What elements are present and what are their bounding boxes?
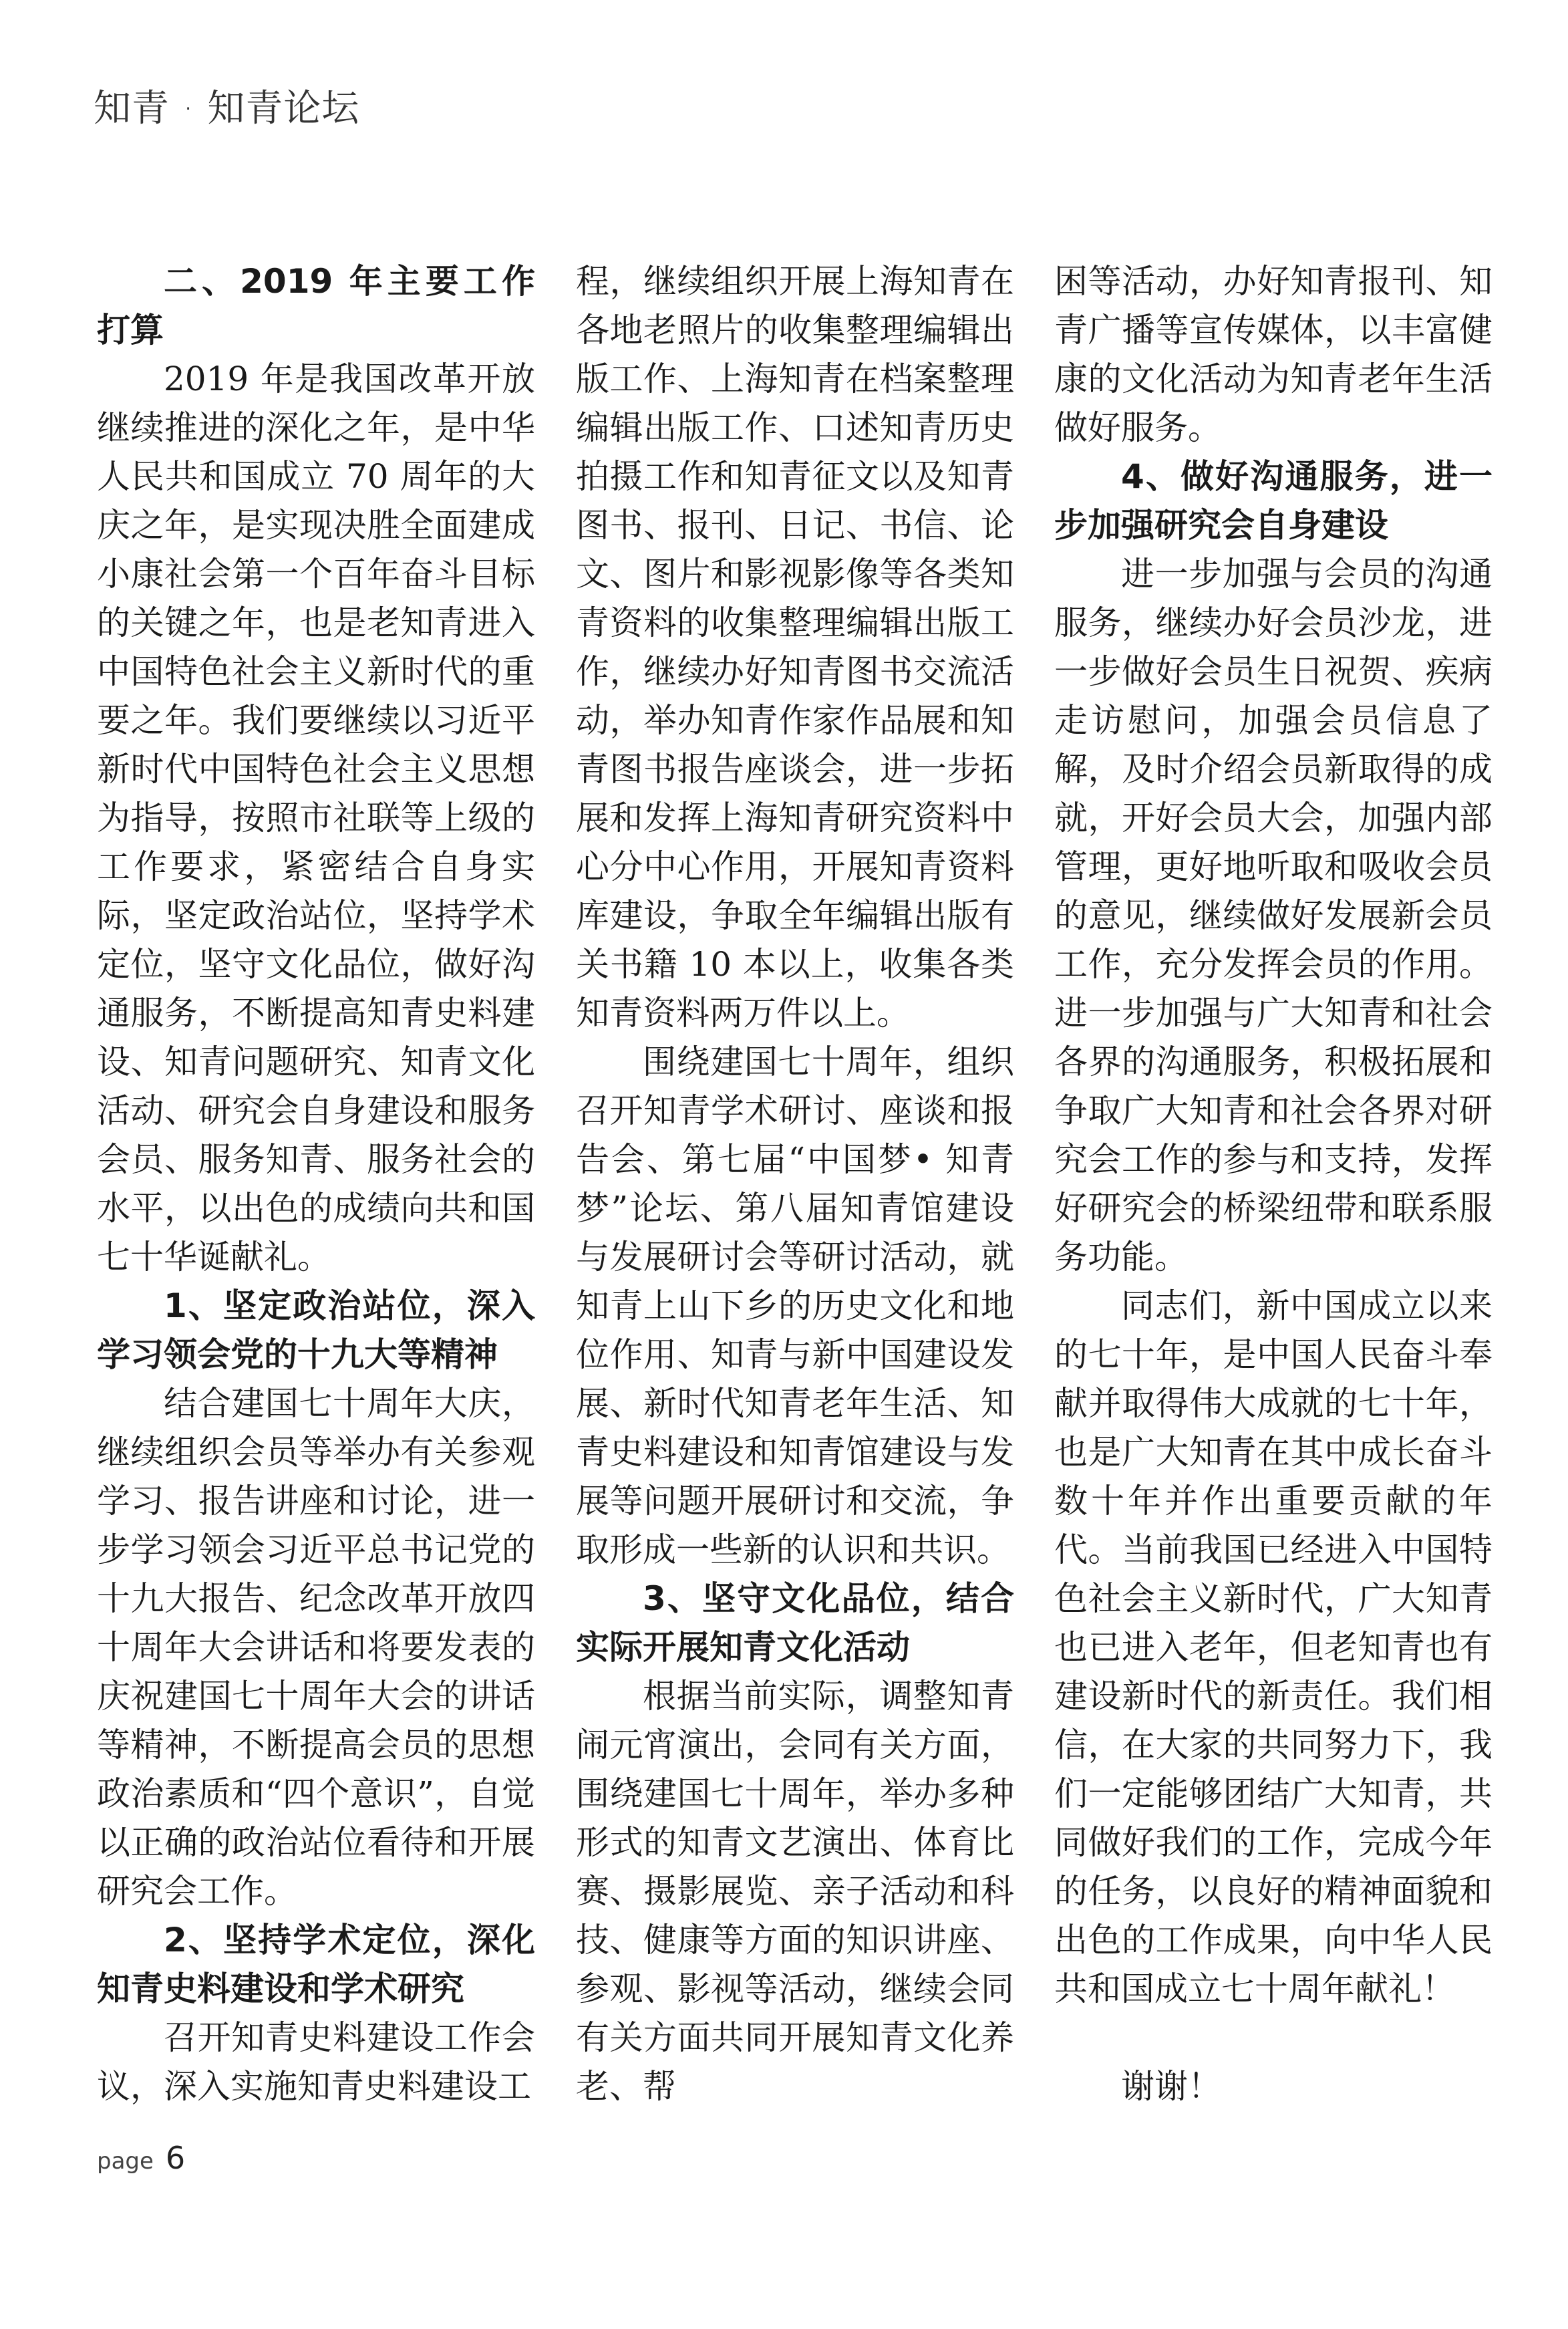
paragraph: 困等活动，办好知青报刊、知青广播等宣传媒体，以丰富健康的文化活动为知青老年生活做好服务。 <box>1054 262 1493 447</box>
page-footer <box>97 2138 185 2185</box>
paragraph: 同志们，新中国成立以来的七十年，是中国人民奋斗奉献并取得伟大成就的七十年，也是广大知青在其中成长奋斗数十年并作出重要贡献的年代。当前我国已经进入中国特色社会主义新时代，广大知青也已进入老年，但老知青也有建设新时代的新责任。我们相信，在大家的共同努力下，我们一定能够团结广大知青，共同做好我们的工作，完成今年的任务，以良好的精神面貌和出色的工作成果，向中华人民共和国成立七十周年献礼！ <box>1054 1286 1493 2008</box>
paragraph: 围绕建国七十周年，组织召开知青学术研讨、座谈和报告会、第七届“中国梦• 知青梦”论坛、第八届知青馆建设与发展研讨会等研讨活动，就知青上山下乡的历史文化和地位作用、知青与新中国建设发展、新时代知青老年生活、知青史料建设和知青馆建设与发展等问题开展研讨和交流，争取形成一些新的认识和共识。 <box>576 1043 1014 1569</box>
blank-line <box>1054 2014 1493 2062</box>
paragraph: 召开知青史料建设工作会议，深入实施知青史料建设工 <box>97 2018 535 2106</box>
section-heading: 二、2019 年主要工作打算 <box>97 262 535 350</box>
section-heading: 2、坚持学术定位，深化知青史料建设和学术研究 <box>97 1921 535 2008</box>
paragraph: 2019 年是我国改革开放继续推进的深化之年，是中华人民共和国成立 70 周年的大庆之年，是实现决胜全面建成小康社会第一个百年奋斗目标的关键之年，也是老知青进入中国特色社会主义新时代的重要之年。我们要继续以习近平新时代中国特色社会主义思想为指导，按照市社联等上级的工作要求，紧密结合自身实际，坚定政治站位，坚持学术定位，坚守文化品位，做好沟通服务，不断提高知青史料建设、知青问题研究、知青文化活动、研究会自身建设和服务会员、服务知青、服务社会的水平，以出色的成绩向共和国七十华诞献礼。 <box>97 360 535 1276</box>
page-number: 6 <box>165 2140 186 2176</box>
paragraph: 根据当前实际，调整知青闹元宵演出，会同有关方面，围绕建国七十周年，举办多种形式的知青文艺演出、体育比赛、摄影展览、亲子活动和科技、健康等方面的知识讲座、参观、影视等活动，继续会同有关方面共同开展知青文化养老、帮 <box>576 1677 1014 2106</box>
page-label: page <box>97 2148 154 2175</box>
paragraph: 进一步加强与会员的沟通服务，继续办好会员沙龙，进一步做好会员生日祝贺、疾病走访慰问，加强会员信息了解，及时介绍会员新取得的成就，开好会员大会，加强内部管理，更好地听取和吸收会员的意见，继续做好发展新会员工作，充分发挥会员的作用。进一步加强与广大知青和社会各界的沟通服务，积极拓展和争取广大知青和社会各界对研究会工作的参与和支持，发挥好研究会的桥梁纽带和联系服务功能。 <box>1054 555 1493 1276</box>
column-2 <box>576 257 1014 2111</box>
section-heading: 3、坚守文化品位，结合实际开展知青文化活动 <box>576 1579 1014 1667</box>
section-heading: 1、坚定政治站位，深入学习领会党的十九大等精神 <box>97 1286 535 1374</box>
paragraph: 谢谢！ <box>1121 2067 1221 2106</box>
paragraph: 结合建国七十周年大庆，继续组织会员等举办有关参观学习、报告讲座和讨论，进一步学习领会习近平总书记党的十九大报告、纪念改革开放四十周年大会讲话和将要发表的庆祝建国七十周年大会的讲话等精神，不断提高会员的思想政治素质和“四个意识”，自觉以正确的政治站位看待和开展研究会工作。 <box>97 1384 535 1911</box>
column-3 <box>1054 257 1493 2111</box>
running-header: 知青 · 知青论坛 <box>94 87 360 130</box>
column-1 <box>97 257 535 2111</box>
paragraph: 程，继续组织开展上海知青在各地老照片的收集整理编辑出版工作、上海知青在档案整理编辑出版工作、口述知青历史拍摄工作和知青征文以及知青图书、报刊、日记、书信、论文、图片和影视影像等各类知青资料的收集整理编辑出版工作，继续办好知青图书交流活动，举办知青作家作品展和知青图书报告座谈会，进一步拓展和发挥上海知青研究资料中心分中心作用，开展知青资料库建设，争取全年编辑出版有关书籍 10 本以上，收集各类知青资料两万件以上。 <box>576 262 1014 1033</box>
section-heading: 4、做好沟通服务，进一步加强研究会自身建设 <box>1054 457 1493 545</box>
